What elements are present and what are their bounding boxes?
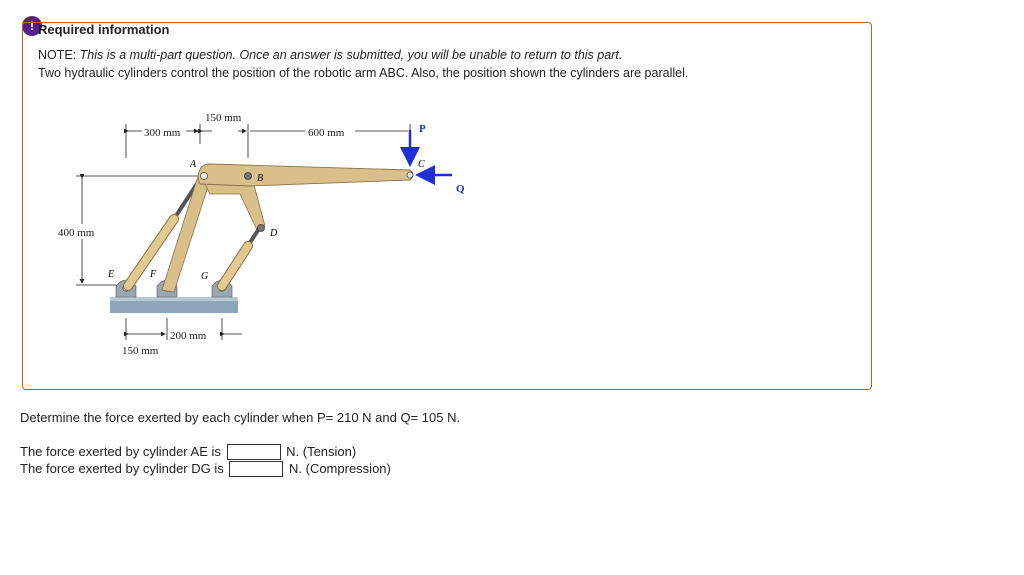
dim-300: 300 mm xyxy=(144,127,181,139)
label-f: F xyxy=(150,269,157,280)
answer-ae-input[interactable] xyxy=(227,444,281,460)
answer-ae-unit: N. (Tension) xyxy=(286,444,357,460)
label-d: D xyxy=(270,228,278,239)
dim-150-bottom: 150 mm xyxy=(122,345,159,357)
label-c: C xyxy=(418,159,425,170)
link-fab xyxy=(162,170,265,292)
note-text xyxy=(38,48,622,62)
note-prefix: NOTE: xyxy=(38,48,80,62)
pin-a xyxy=(201,173,208,180)
pin-d xyxy=(258,225,265,232)
dim-200: 200 mm xyxy=(170,330,207,342)
pin-c xyxy=(407,172,413,178)
arm-abc xyxy=(198,164,413,186)
robotic-arm-figure xyxy=(50,104,490,364)
answer-ae-label: The force exerted by cylinder AE is xyxy=(20,444,221,460)
dim-400: 400 mm xyxy=(58,227,95,239)
label-g: G xyxy=(201,271,209,282)
answer-dg-input[interactable] xyxy=(229,461,283,477)
info-title: Required information xyxy=(38,22,170,37)
answer-dg-label: The force exerted by cylinder DG is xyxy=(20,461,224,477)
label-p: P xyxy=(419,123,426,135)
answer-dg-unit: N. (Compression) xyxy=(289,461,391,477)
question-text: Determine the force exerted by each cylinder when P= 210 N and Q= 105 N. xyxy=(20,410,461,425)
answer-row-dg xyxy=(20,459,391,476)
label-e: E xyxy=(108,269,115,280)
dim-150-top: 150 mm xyxy=(205,112,242,124)
label-b: B xyxy=(257,173,264,184)
answer-row-ae xyxy=(20,442,356,459)
problem-description: Two hydraulic cylinders control the position of the robotic arm ABC. Also, the position shown the cylinders are parallel. xyxy=(38,66,689,80)
label-q: Q xyxy=(456,183,465,195)
pin-b xyxy=(245,173,252,180)
note-body: This is a multi-part question. Once an answer is submitted, you will be unable to return to this part. xyxy=(79,48,623,62)
alert-icon: ! xyxy=(22,16,42,36)
cylinder-dg xyxy=(222,227,260,286)
label-a: A xyxy=(190,159,197,170)
dim-600: 600 mm xyxy=(308,127,345,139)
